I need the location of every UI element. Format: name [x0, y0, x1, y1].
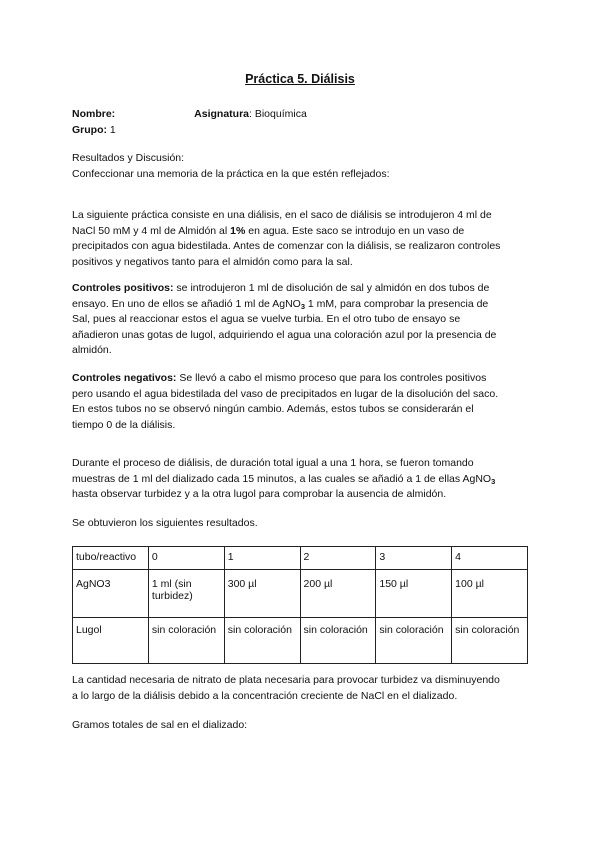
header-block	[72, 107, 530, 138]
positive-controls-label: Controles positivos:	[72, 282, 174, 294]
table-cell: 1	[224, 547, 300, 570]
text-line: En estos tubos no se observó ningún cambio. Además, estos tubos se considerarán el	[72, 403, 474, 416]
text-span: NaCl 50 mM y 4 ml de Almidón al	[72, 224, 231, 237]
table-cell: 1 ml (sin turbidez)	[148, 570, 224, 618]
results-table	[72, 546, 528, 664]
grupo-value: 1	[107, 123, 116, 136]
table-row	[73, 618, 528, 664]
intro-block	[72, 151, 530, 182]
text-span: ensayo. En uno de ellos se añadió 1 ml de AgNO	[72, 297, 301, 310]
negative-controls-label: Controles negativos:	[72, 372, 177, 384]
table-cell: tubo/reactivo	[73, 547, 149, 570]
paragraph-negative-controls	[72, 371, 530, 433]
text-line: hasta observar turbidez y a la otra lugol para comprobar la ausencia de almidón.	[72, 488, 447, 501]
results-heading: Resultados y Discusión:	[72, 152, 185, 164]
asignatura-value: : Bioquímica	[249, 108, 307, 120]
salt-grams-heading: Gramos totales de sal en el dializado:	[72, 719, 248, 731]
results-intro: Se obtuvieron los siguientes resultados.	[72, 517, 258, 529]
paragraph-introduction	[72, 208, 530, 270]
subscript: 3	[300, 301, 305, 311]
text-line: añadieron unas gotas de lugol, adquiriendo el agua una coloración azul por la presencia de	[72, 328, 497, 341]
header-row-2	[72, 123, 530, 139]
text-span: Se llevó a cabo el mismo proceso que para los controles positivos	[176, 372, 487, 384]
table-cell: sin coloración	[452, 618, 528, 664]
text-line: tiempo 0 de la diálisis.	[72, 418, 176, 431]
table-cell: 200 µl	[300, 570, 376, 618]
header-row-1	[72, 107, 530, 123]
text-span: 1 mM, para comprobar la presencia de	[305, 297, 489, 310]
instructions-text: Confeccionar una memoria de la práctica en la que estén reflejados:	[72, 167, 390, 180]
subscript: 3	[491, 476, 496, 486]
table-cell: 0	[148, 547, 224, 570]
table-row	[73, 570, 528, 618]
table-header-row	[73, 547, 528, 570]
text-line: positivos y negativos tanto para el almidón como para la sal.	[72, 255, 353, 268]
paragraph-positive-controls	[72, 281, 530, 359]
text-line: almidón.	[72, 344, 112, 357]
text-line: La siguiente práctica consiste en una diálisis, en el saco de diálisis se introdujeron 4 ml de	[72, 209, 492, 221]
table-cell: sin coloración	[224, 618, 300, 664]
text-line: pero usando el agua bidestilada del vaso de precipitados en lugar de la disolución del saco.	[72, 387, 499, 400]
text-span: se introdujeron 1 ml de disolución de sal y almidón en dos tubos de	[173, 282, 490, 294]
text-line: La cantidad necesaria de nitrato de plata necesaria para provocar turbidez va disminuyendo	[72, 674, 500, 686]
table-cell: AgNO3	[73, 570, 149, 618]
table-cell: sin coloración	[148, 618, 224, 664]
text-line	[72, 297, 530, 313]
text-line	[72, 281, 530, 297]
paragraph-conclusion	[72, 673, 530, 704]
text-line	[72, 371, 530, 387]
text-line	[72, 224, 530, 240]
table-cell: 3	[376, 547, 452, 570]
table-cell: Lugol	[73, 618, 149, 664]
text-bold: 1%	[230, 224, 246, 237]
page-title: Práctica 5. Diálisis	[245, 72, 355, 86]
table-cell: 100 µl	[452, 570, 528, 618]
text-line: Sal, pues al reaccionar estos el agua se vuelve turbia. En el otro tubo de ensayo se	[72, 313, 461, 326]
text-line: precipitados con agua bidestilada. Antes de comenzar con la diálisis, se realizaron controles	[72, 240, 501, 253]
text-line	[72, 472, 530, 488]
table-cell: 4	[452, 547, 528, 570]
table-cell: 150 µl	[376, 570, 452, 618]
text-span: en agua. Este saco se introdujo en un vaso de	[245, 224, 465, 237]
text-line: a lo largo de la diálisis debido a la concentración creciente de NaCl en el dializado.	[72, 689, 458, 702]
asignatura-label: Asignatura	[194, 108, 250, 120]
text-line: Durante el proceso de diálisis, de duración total igual a una 1 hora, se fueron tomando	[72, 457, 474, 469]
table-cell: sin coloración	[376, 618, 452, 664]
nombre-label: Nombre:	[72, 108, 116, 120]
grupo-label: Grupo:	[72, 123, 107, 136]
table-cell: sin coloración	[300, 618, 376, 664]
text-span: muestras de 1 ml del dializado cada 15 minutos, a las cuales se añadió a 1 de ellas AgNO	[72, 472, 492, 485]
paragraph-process	[72, 456, 530, 503]
table-cell: 300 µl	[224, 570, 300, 618]
table-cell: 2	[300, 547, 376, 570]
